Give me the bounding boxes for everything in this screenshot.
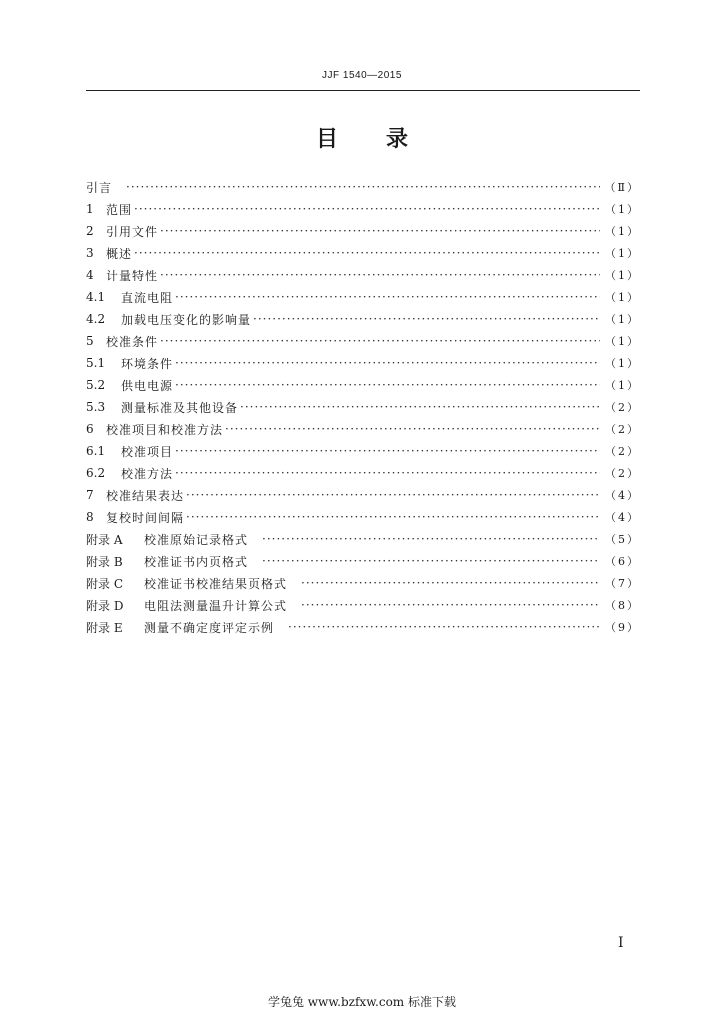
toc-entry-label: 电阻法测量温升计算公式 [144, 598, 288, 613]
toc-entry-page: （1） [605, 313, 640, 326]
toc-entry-page: （4） [605, 489, 640, 502]
toc-entry[interactable] [86, 198, 640, 220]
toc-entry-label: 校准项目 [121, 444, 174, 459]
toc-dot-leader [160, 224, 600, 238]
toc-dot-leader [134, 246, 600, 260]
toc-dot-leader [126, 180, 600, 194]
toc-entry-number: 4 [86, 268, 94, 282]
toc-entry-label: 校准证书内页格式 [144, 554, 249, 569]
toc-entry-label: 引言 [86, 180, 113, 195]
toc-entry-page: （1） [605, 269, 640, 282]
toc-entry[interactable] [86, 396, 640, 418]
toc-entry-page: （1） [605, 379, 640, 392]
toc-entry[interactable] [86, 374, 640, 396]
toc-entry-number: 附录 E [86, 620, 123, 635]
toc-dot-leader [301, 576, 600, 590]
toc-entry-number: 4.2 [86, 312, 106, 326]
toc-entry-label: 范围 [106, 202, 133, 217]
toc-entry-label: 引用文件 [106, 224, 159, 239]
toc-dot-leader [175, 378, 600, 392]
toc-dot-leader [175, 444, 600, 458]
toc-entry-page: （1） [605, 225, 640, 238]
toc-entry-page: （Ⅱ） [604, 181, 640, 194]
toc-entry-label: 校准结果表达 [106, 488, 185, 503]
toc-entry-page: （9） [605, 621, 640, 634]
toc-entry-label: 测量不确定度评定示例 [144, 620, 275, 635]
toc-entry-number: 4.1 [86, 290, 106, 304]
toc-entry-page: （1） [605, 357, 640, 370]
toc-entry[interactable] [86, 418, 640, 440]
toc-entry-label: 复校时间间隔 [106, 510, 185, 525]
toc-entry[interactable] [86, 330, 640, 352]
toc-entry-number: 7 [86, 488, 94, 502]
toc-entry[interactable] [86, 506, 640, 528]
toc-entry[interactable] [86, 484, 640, 506]
toc-entry-page: （1） [605, 203, 640, 216]
toc-entry-number: 8 [86, 510, 94, 524]
toc-entry-label: 校准项目和校准方法 [106, 422, 224, 437]
toc-dot-leader [186, 510, 600, 524]
toc-entry-number: 附录 C [86, 576, 123, 591]
toc-entry[interactable] [86, 308, 640, 330]
toc-entry[interactable] [86, 352, 640, 374]
toc-entry-page: （2） [605, 467, 640, 480]
toc-entry[interactable] [86, 242, 640, 264]
document-header: JJF 1540—2015 [322, 70, 402, 81]
toc-dot-leader [225, 422, 600, 436]
toc-dot-leader [175, 290, 600, 304]
toc-entry[interactable] [86, 264, 640, 286]
toc-entry-page: （6） [605, 555, 640, 568]
toc-entry-label: 直流电阻 [121, 290, 174, 305]
toc-entry[interactable] [86, 462, 640, 484]
toc-entry-label: 供电电源 [121, 378, 174, 393]
toc-entry-number: 5.2 [86, 378, 106, 392]
toc-dot-leader [262, 554, 600, 568]
toc-entry-number: 1 [86, 202, 94, 216]
toc-entry-number: 3 [86, 246, 94, 260]
toc-entry-number: 5.1 [86, 356, 106, 370]
toc-dot-leader [301, 598, 600, 612]
toc-dot-leader [175, 466, 600, 480]
toc-entry-label: 校准方法 [121, 466, 174, 481]
toc-entry[interactable] [86, 572, 640, 594]
toc-entry-number: 附录 B [86, 554, 123, 569]
toc-entry[interactable] [86, 176, 640, 198]
toc-entry-label: 校准条件 [106, 334, 159, 349]
toc-dot-leader [175, 356, 600, 370]
toc-entry-label: 加载电压变化的影响量 [121, 312, 252, 327]
toc-entry-page: （1） [605, 291, 640, 304]
toc-entry[interactable] [86, 286, 640, 308]
toc-entry-label: 计量特性 [106, 268, 159, 283]
toc-entry-page: （1） [605, 335, 640, 348]
toc-dot-leader [262, 532, 600, 546]
toc-entry-label: 校准原始记录格式 [144, 532, 249, 547]
table-of-contents [86, 176, 640, 638]
toc-entry-label: 概述 [106, 246, 133, 261]
toc-entry-number: 5.3 [86, 400, 106, 414]
footer-watermark: 学兔兔 www.bzfxw.com 标准下载 [267, 995, 457, 1009]
toc-entry-page: （5） [605, 533, 640, 546]
toc-entry-label: 环境条件 [121, 356, 174, 371]
toc-entry-page: （2） [605, 423, 640, 436]
toc-dot-leader [160, 334, 600, 348]
toc-entry-number: 附录 A [86, 532, 123, 547]
toc-entry[interactable] [86, 528, 640, 550]
toc-dot-leader [288, 620, 600, 634]
page-title: 目录 [315, 127, 456, 152]
toc-dot-leader [134, 202, 600, 216]
header-rule [86, 90, 640, 91]
toc-entry-label: 校准证书校准结果页格式 [144, 576, 288, 591]
toc-entry[interactable] [86, 616, 640, 638]
toc-entry[interactable] [86, 550, 640, 572]
toc-dot-leader [240, 400, 600, 414]
toc-entry-page: （7） [605, 577, 640, 590]
toc-entry-page: （2） [605, 445, 640, 458]
toc-entry-page: （2） [605, 401, 640, 414]
toc-entry[interactable] [86, 440, 640, 462]
toc-entry-number: 6 [86, 422, 94, 436]
toc-dot-leader [186, 488, 600, 502]
toc-entry-number: 5 [86, 334, 94, 348]
toc-entry[interactable] [86, 594, 640, 616]
toc-dot-leader [160, 268, 600, 282]
toc-entry-number: 6.1 [86, 444, 106, 458]
toc-entry[interactable] [86, 220, 640, 242]
toc-entry-page: （4） [605, 511, 640, 524]
toc-entry-page: （1） [605, 247, 640, 260]
page-number: I [618, 935, 624, 951]
toc-dot-leader [253, 312, 600, 326]
toc-entry-page: （8） [605, 599, 640, 612]
toc-entry-number: 2 [86, 224, 94, 238]
toc-entry-number: 6.2 [86, 466, 106, 480]
toc-entry-label: 测量标准及其他设备 [121, 400, 239, 415]
toc-entry-number: 附录 D [86, 598, 124, 613]
